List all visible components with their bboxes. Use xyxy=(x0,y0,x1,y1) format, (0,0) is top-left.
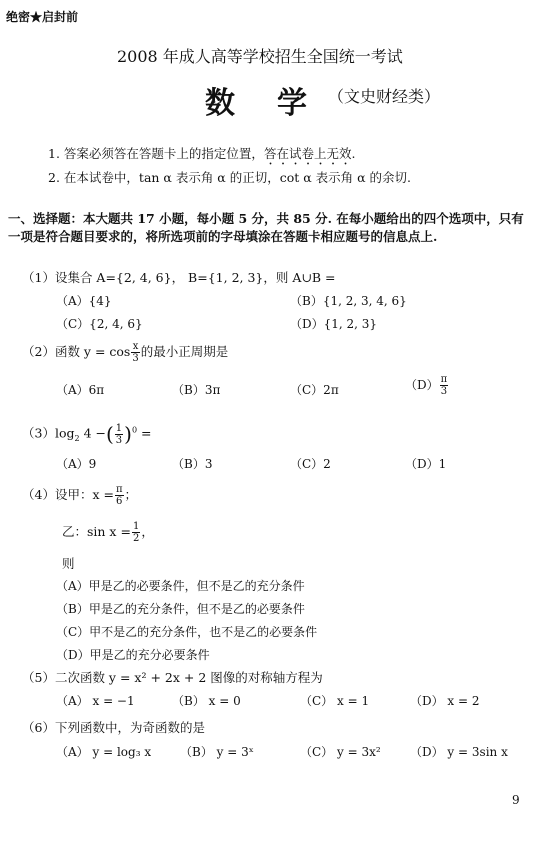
note-1-number: 1. xyxy=(48,146,60,161)
subject-char-2: 学 xyxy=(277,86,309,121)
question-6-option-b: （B） y = 3ˣ xyxy=(180,745,254,759)
question-2-option-b: （B）3π xyxy=(172,383,221,397)
fraction-denominator: 6 xyxy=(116,496,123,507)
note-2-number: 2. xyxy=(48,170,60,185)
question-5-stem: （5）二次函数 y = x² + 2x + 2 图像的对称轴方程为 xyxy=(22,670,323,685)
question-4-option-a: （A）甲是乙的必要条件，但不是乙的充分条件 xyxy=(56,579,305,593)
question-2-option-c: （C）2π xyxy=(290,383,339,397)
question-1-option-b: （B）{1, 2, 3, 4, 6} xyxy=(290,294,407,308)
question-3-stem xyxy=(22,422,152,446)
question-4-jia-suffix: ； xyxy=(124,487,138,502)
question-6-option-d: （D） y = 3sin x xyxy=(410,745,508,759)
question-3-fraction xyxy=(115,423,123,446)
question-3-suffix: = xyxy=(141,425,152,441)
question-4-yi-suffix: ， xyxy=(141,524,154,539)
question-1-option-d: （D）{1, 2, 3} xyxy=(290,317,378,331)
question-5-option-a: （A） x = −1 xyxy=(56,694,135,708)
question-2-suffix: 的最小正周期是 xyxy=(140,344,229,359)
exam-title: 2008 年成人高等学校招生全国统一考试 xyxy=(117,47,403,66)
fraction-denominator: 3 xyxy=(440,386,448,397)
question-2-prefix: （2）函数 y = cos xyxy=(22,344,131,359)
fraction-numerator: π xyxy=(115,484,123,495)
subject-char-1: 数 xyxy=(205,86,237,121)
question-3-mid: 4 − xyxy=(83,425,106,441)
question-4-jia-prefix: （4）设甲：x = xyxy=(22,487,114,502)
subject-type: （文史财经类） xyxy=(328,87,441,106)
page-number: 9 xyxy=(512,793,520,807)
question-2-stem xyxy=(22,341,228,364)
question-4-jia-fraction xyxy=(115,484,124,507)
note-2-text: 在本试卷中，tan α 表示角 α 的正切，cot α 表示角 α 的余切. xyxy=(63,170,412,185)
fraction-denominator: 2 xyxy=(132,533,140,544)
right-paren: ) xyxy=(124,422,132,446)
question-4-yi-fraction xyxy=(132,521,140,544)
subject-title xyxy=(205,78,309,122)
question-4-yi xyxy=(62,521,154,544)
fraction-numerator: 1 xyxy=(115,422,123,434)
fraction-numerator: π xyxy=(440,374,448,385)
question-2-option-d-label: （D） xyxy=(405,378,439,392)
question-4-stem xyxy=(22,484,137,507)
note-2 xyxy=(48,168,411,186)
question-3-option-c: （C）2 xyxy=(290,457,331,471)
question-6-stem: （6）下列函数中，为奇函数的是 xyxy=(22,720,205,735)
fraction-denominator: 3 xyxy=(115,434,123,446)
question-2-option-a: （A）6π xyxy=(56,383,105,397)
question-3-log-base: 2 xyxy=(74,434,80,443)
question-2-fraction xyxy=(131,341,139,364)
section-instructions: 一、选择题：本大题共 17 小题，每小题 5 分，共 85 分. 在每小题给出的四个选项中，只有一项是符合题目要求的，将所选项前的字母填涂在答题卡相应题号的信息点上. xyxy=(8,211,524,244)
question-3-option-d: （D）1 xyxy=(405,457,447,471)
question-3-prefix: （3）log xyxy=(22,425,75,441)
question-5-option-c: （C） x = 1 xyxy=(300,694,370,708)
question-6-option-a: （A） y = log₃ x xyxy=(56,745,152,759)
fraction-numerator: 1 xyxy=(132,521,140,532)
question-2-option-d xyxy=(405,374,449,397)
question-5-option-b: （B） x = 0 xyxy=(172,694,241,708)
note-1 xyxy=(48,144,355,168)
note-1-text: 答案必须答在答题卡上的指定位置， xyxy=(63,146,264,161)
question-1-option-a: （A）{4} xyxy=(56,294,112,308)
question-3-exponent: 0 xyxy=(131,425,138,435)
question-3-option-b: （B）3 xyxy=(172,457,213,471)
question-1-option-c: （C）{2, 4, 6} xyxy=(56,317,143,331)
question-2-option-d-fraction xyxy=(440,374,449,397)
question-6-option-c: （C） y = 3x² xyxy=(300,745,381,759)
fraction-numerator: x xyxy=(132,341,139,352)
question-4-option-b: （B）甲是乙的充分条件，但不是乙的必要条件 xyxy=(56,602,305,616)
left-paren: ( xyxy=(105,422,114,446)
question-1-stem: （1）设集合 A={2, 4, 6}， B={1, 2, 3}，则 A∪B = xyxy=(22,270,336,285)
confidential-label: 绝密★启封前 xyxy=(6,10,79,24)
question-4-yi-prefix: 乙：sin x = xyxy=(62,524,131,539)
question-4-option-c: （C）甲不是乙的充分条件，也不是乙的必要条件 xyxy=(56,625,318,639)
question-5-option-d: （D） x = 2 xyxy=(410,694,480,708)
question-4-then: 则 xyxy=(62,556,75,571)
question-3-option-a: （A）9 xyxy=(56,457,97,471)
fraction-denominator: 3 xyxy=(132,353,139,364)
question-4-option-d: （D）甲是乙的充分必要条件 xyxy=(56,648,210,662)
note-1-emphasis: 答在试卷上无效. xyxy=(263,146,356,161)
